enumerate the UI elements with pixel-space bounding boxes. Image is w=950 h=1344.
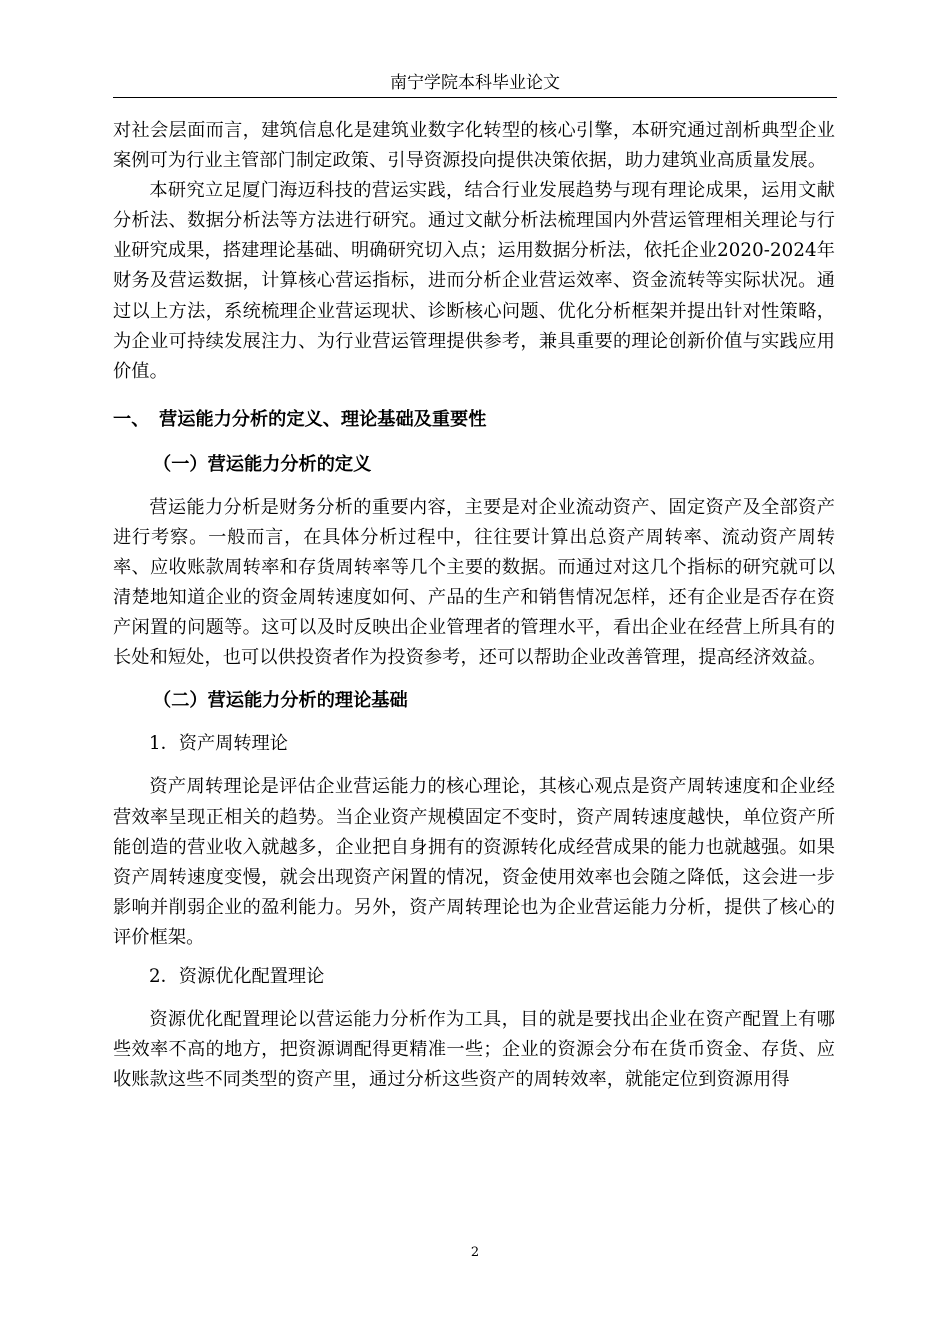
- header-divider: [113, 97, 837, 98]
- paragraph-resource-allocation: 资源优化配置理论以营运能力分析作为工具，目的就是要找出企业在资产配置上有哪些效率不高的地方，把资源调配得更精准一些；企业的资源会分布在货币资金、存货、应收账款这些不同类型的资产里，通过分析这些资产的周转效率，就能定位到资源用得: [113, 1008, 835, 1091]
- section-number: 一、: [113, 408, 150, 430]
- paragraph-research-methods: 本研究立足厦门海迈科技的营运实践，结合行业发展趋势与现有理论成果，运用文献分析法、数据分析法等方法进行研究。通过文献分析法梳理国内外营运管理相关理论与行业研究成果，搭建理论基础、明确研究切入点；运用数据分析法，依托企业2020-2024年财务及营运数据，计算核心营运指标，进而分析企业营运效率、资金流转等实际状况。通过以上方法，系统梳理企业营运现状、诊断核心问题、优化分析框架并提出针对性策略，为企业可持续发展注力、为行业营运管理提供参考，兼具重要的理论创新价值与实践应用价值。: [113, 180, 835, 382]
- document-body: [113, 116, 835, 1095]
- item-heading-resource-allocation: 2．资源优化配置理论: [149, 965, 325, 987]
- paragraph-social-significance: 对社会层面而言，建筑信息化是建筑业数字化转型的核心引擎，本研究通过剖析典型企业案例可为行业主管部门制定政策、引导资源投向提供决策依据，助力建筑业高质量发展。: [113, 120, 835, 172]
- section-title: 营运能力分析的定义、理论基础及重要性: [159, 408, 487, 430]
- subsection-heading-theory: （二）营运能力分析的理论基础: [153, 690, 408, 712]
- item-heading-asset-turnover: 1．资产周转理论: [149, 733, 288, 755]
- paragraph-asset-turnover: 资产周转理论是评估企业营运能力的核心理论，其核心观点是资产周转速度和企业经营效率呈现正相关的趋势。当企业资产规模固定不变时，资产周转速度越快，单位资产所能创造的营业收入就越多，企业把自身拥有的资源转化成经营成果的能力也就越强。如果资产周转速度变慢，就会出现资产闲置的情况，资金使用效率也会随之降低，这会进一步影响并削弱企业的盈利能力。另外，资产周转理论也为企业营运能力分析，提供了核心的评价框架。: [113, 776, 835, 948]
- section-heading-1: [113, 405, 835, 435]
- paragraph-definition: 营运能力分析是财务分析的重要内容，主要是对企业流动资产、固定资产及全部资产进行考察。一般而言，在具体分析过程中，往往要计算出总资产周转率、流动资产周转率、应收账款周转率和存货周转率等几个主要的数据。而通过对这几个指标的研究就可以清楚地知道企业的资金周转速度如何、产品的生产和销售情况怎样，还有企业是否存在资产闲置的问题等。这可以及时反映出企业管理者的管理水平，看出企业在经营上所具有的长处和短处，也可以供投资者作为投资参考，还可以帮助企业改善管理，提高经济效益。: [113, 496, 835, 669]
- page-header-title: 南宁学院本科毕业论文: [390, 73, 560, 93]
- subsection-heading-definition: （一）营运能力分析的定义: [153, 453, 372, 475]
- page-number: 2: [470, 1245, 480, 1260]
